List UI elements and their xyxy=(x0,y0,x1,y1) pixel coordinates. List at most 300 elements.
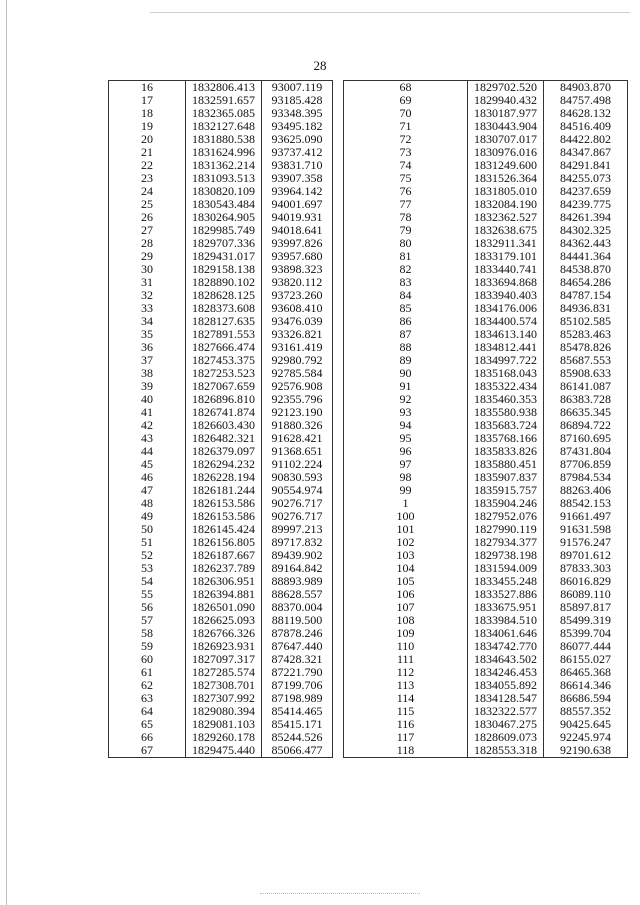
table-row xyxy=(344,731,628,744)
point-number-cell: 105 xyxy=(396,575,415,588)
table-row xyxy=(344,705,628,718)
table-row xyxy=(344,133,628,146)
table-row xyxy=(344,367,628,380)
x-coordinate-cell: 1827990.119 xyxy=(468,523,544,536)
x-coordinate-cell: 1832806.413 xyxy=(186,81,262,95)
y-coordinate-cell: 86155.027 xyxy=(544,653,628,666)
point-number-cell: 23 xyxy=(141,172,153,185)
table-row xyxy=(344,198,628,211)
x-coordinate-cell: 1828890.102 xyxy=(186,276,262,289)
x-coordinate-cell: 1827934.377 xyxy=(468,536,544,549)
point-number-cell: 110 xyxy=(396,640,415,653)
x-coordinate-cell: 1833527.886 xyxy=(468,588,544,601)
point-number-cell: 48 xyxy=(141,497,153,510)
y-coordinate-cell: 87221.790 xyxy=(262,666,333,679)
y-coordinate-cell: 85415.171 xyxy=(262,718,333,731)
y-coordinate-cell: 85102.585 xyxy=(544,315,628,328)
y-coordinate-cell: 85908.633 xyxy=(544,367,628,380)
point-number-cell: 96 xyxy=(399,445,412,458)
table-row xyxy=(109,302,333,315)
point-number-cell: 75 xyxy=(399,172,412,185)
x-coordinate-cell: 1829738.198 xyxy=(468,549,544,562)
table-row xyxy=(109,419,333,432)
table-row xyxy=(344,419,628,432)
x-coordinate-cell: 1834176.006 xyxy=(468,302,544,315)
point-number-cell: 17 xyxy=(141,94,153,107)
x-coordinate-cell: 1832084.190 xyxy=(468,198,544,211)
x-coordinate-cell: 1832362.527 xyxy=(468,211,544,224)
y-coordinate-cell: 84757.498 xyxy=(544,94,628,107)
x-coordinate-cell: 1834613.140 xyxy=(468,328,544,341)
table-row xyxy=(109,445,333,458)
y-coordinate-cell: 93161.419 xyxy=(262,341,333,354)
y-coordinate-cell: 90425.645 xyxy=(544,718,628,731)
y-coordinate-cell: 94001.697 xyxy=(262,198,333,211)
y-coordinate-cell: 89997.213 xyxy=(262,523,333,536)
y-coordinate-cell: 90276.717 xyxy=(262,510,333,523)
x-coordinate-cell: 1834643.502 xyxy=(468,653,544,666)
y-coordinate-cell: 84441.364 xyxy=(544,250,628,263)
x-coordinate-cell: 1835580.938 xyxy=(468,406,544,419)
x-coordinate-cell: 1828609.073 xyxy=(468,731,544,744)
x-coordinate-cell: 1826923.931 xyxy=(186,640,262,653)
y-coordinate-cell: 91631.598 xyxy=(544,523,628,536)
table-row xyxy=(344,302,628,315)
point-number-cell: 20 xyxy=(141,133,153,146)
point-number-cell: 106 xyxy=(396,588,415,601)
point-number-cell: 86 xyxy=(399,315,412,328)
x-coordinate-cell: 1827067.659 xyxy=(186,380,262,393)
x-coordinate-cell: 1835907.837 xyxy=(468,471,544,484)
point-number-cell: 66 xyxy=(141,731,153,744)
y-coordinate-cell: 93625.090 xyxy=(262,133,333,146)
x-coordinate-cell: 1830264.905 xyxy=(186,211,262,224)
table-row xyxy=(344,445,628,458)
point-number-cell: 87 xyxy=(399,328,412,341)
x-coordinate-cell: 1827253.523 xyxy=(186,367,262,380)
x-coordinate-cell: 1834742.770 xyxy=(468,640,544,653)
table-row xyxy=(344,276,628,289)
x-coordinate-cell: 1834246.453 xyxy=(468,666,544,679)
y-coordinate-cell: 92245.974 xyxy=(544,731,628,744)
y-coordinate-cell: 90830.593 xyxy=(262,471,333,484)
y-coordinate-cell: 86089.110 xyxy=(544,588,628,601)
point-number-cell: 37 xyxy=(141,354,153,367)
point-number-cell: 58 xyxy=(141,627,153,640)
y-coordinate-cell: 93476.039 xyxy=(262,315,333,328)
point-number-cell: 68 xyxy=(399,80,412,94)
x-coordinate-cell: 1826237.789 xyxy=(186,562,262,575)
x-coordinate-cell: 1828553.318 xyxy=(468,744,544,758)
x-coordinate-cell: 1835833.826 xyxy=(468,445,544,458)
table-row xyxy=(109,237,333,250)
table-row xyxy=(344,289,628,302)
y-coordinate-cell: 88263.406 xyxy=(544,484,628,497)
x-coordinate-cell: 1826294.232 xyxy=(186,458,262,471)
y-coordinate-cell: 84302.325 xyxy=(544,224,628,237)
point-number-cell: 32 xyxy=(141,289,153,302)
point-number-cell: 31 xyxy=(141,276,153,289)
point-number-cell: 74 xyxy=(399,159,412,172)
table-row xyxy=(344,458,628,471)
y-coordinate-cell: 84362.443 xyxy=(544,237,628,250)
x-coordinate-cell: 1826625.093 xyxy=(186,614,262,627)
table-row xyxy=(109,536,333,549)
table-row xyxy=(344,692,628,705)
x-coordinate-cell: 1826501.090 xyxy=(186,601,262,614)
point-number-cell: 90 xyxy=(399,367,412,380)
table-row xyxy=(109,120,333,133)
table-row xyxy=(109,471,333,484)
y-coordinate-cell: 85399.704 xyxy=(544,627,628,640)
point-number-cell: 80 xyxy=(399,237,412,250)
x-coordinate-cell: 1826896.810 xyxy=(186,393,262,406)
point-number-cell: 102 xyxy=(396,536,415,549)
y-coordinate-cell: 88119.500 xyxy=(262,614,333,627)
point-number-cell: 118 xyxy=(396,744,415,757)
table-row xyxy=(344,354,628,367)
table-row xyxy=(109,497,333,510)
table-row xyxy=(344,172,628,185)
x-coordinate-cell: 1827308.701 xyxy=(186,679,262,692)
table-row xyxy=(344,185,628,198)
y-coordinate-cell: 85897.817 xyxy=(544,601,628,614)
table-row xyxy=(344,211,628,224)
table-row xyxy=(344,146,628,159)
y-coordinate-cell: 84538.870 xyxy=(544,263,628,276)
table-row xyxy=(109,432,333,445)
table-row xyxy=(344,666,628,679)
y-coordinate-cell: 85283.463 xyxy=(544,328,628,341)
y-coordinate-cell: 93997.826 xyxy=(262,237,333,250)
y-coordinate-cell: 91661.497 xyxy=(544,510,628,523)
point-number-cell: 78 xyxy=(399,211,412,224)
x-coordinate-cell: 1834055.892 xyxy=(468,679,544,692)
table-row xyxy=(344,601,628,614)
table-row xyxy=(109,640,333,653)
x-coordinate-cell: 1829702.520 xyxy=(468,81,544,95)
table-row xyxy=(344,328,628,341)
table-row xyxy=(344,81,628,95)
x-coordinate-cell: 1829431.017 xyxy=(186,250,262,263)
x-coordinate-cell: 1826766.326 xyxy=(186,627,262,640)
y-coordinate-cell: 89701.612 xyxy=(544,549,628,562)
y-coordinate-cell: 92576.908 xyxy=(262,380,333,393)
x-coordinate-cell: 1828628.125 xyxy=(186,289,262,302)
point-number-cell: 16 xyxy=(141,80,153,94)
table-row xyxy=(109,224,333,237)
x-coordinate-cell: 1830543.484 xyxy=(186,198,262,211)
table-row xyxy=(109,146,333,159)
table-row xyxy=(344,523,628,536)
table-row xyxy=(109,458,333,471)
x-coordinate-cell: 1830443.904 xyxy=(468,120,544,133)
y-coordinate-cell: 93737.412 xyxy=(262,146,333,159)
x-coordinate-cell: 1828127.635 xyxy=(186,315,262,328)
x-coordinate-cell: 1830707.017 xyxy=(468,133,544,146)
y-coordinate-cell: 84787.154 xyxy=(544,289,628,302)
y-coordinate-cell: 93964.142 xyxy=(262,185,333,198)
point-number-cell: 103 xyxy=(396,549,415,562)
x-coordinate-cell: 1829158.138 xyxy=(186,263,262,276)
table-row xyxy=(109,666,333,679)
x-coordinate-cell: 1829475.440 xyxy=(186,744,262,758)
y-coordinate-cell: 91628.421 xyxy=(262,432,333,445)
y-coordinate-cell: 88893.989 xyxy=(262,575,333,588)
table-row xyxy=(344,614,628,627)
x-coordinate-cell: 1833455.248 xyxy=(468,575,544,588)
y-coordinate-cell: 93495.182 xyxy=(262,120,333,133)
table-row xyxy=(109,601,333,614)
point-number-cell: 35 xyxy=(141,328,153,341)
point-number-cell: 113 xyxy=(396,679,415,692)
table-row xyxy=(344,588,628,601)
x-coordinate-cell: 1831805.010 xyxy=(468,185,544,198)
point-number-cell: 69 xyxy=(399,94,412,107)
y-coordinate-cell: 91880.326 xyxy=(262,419,333,432)
x-coordinate-cell: 1832322.577 xyxy=(468,705,544,718)
y-coordinate-cell: 86077.444 xyxy=(544,640,628,653)
table-row xyxy=(109,575,333,588)
x-coordinate-cell: 1834400.574 xyxy=(468,315,544,328)
table-row xyxy=(109,276,333,289)
point-number-cell: 109 xyxy=(396,627,415,640)
y-coordinate-cell: 84239.775 xyxy=(544,198,628,211)
point-number-cell: 92 xyxy=(399,393,412,406)
point-number-cell: 79 xyxy=(399,224,412,237)
table-row xyxy=(109,718,333,731)
point-number-cell: 71 xyxy=(399,120,412,133)
y-coordinate-cell: 93957.680 xyxy=(262,250,333,263)
point-number-cell: 1 xyxy=(402,497,409,510)
table-row xyxy=(344,484,628,497)
table-row xyxy=(109,133,333,146)
point-number-cell: 98 xyxy=(399,471,412,484)
y-coordinate-cell: 84936.831 xyxy=(544,302,628,315)
y-coordinate-cell: 88557.352 xyxy=(544,705,628,718)
point-number-cell: 67 xyxy=(141,744,153,757)
point-number-cell: 34 xyxy=(141,315,153,328)
x-coordinate-cell: 1831624.996 xyxy=(186,146,262,159)
point-number-cell: 24 xyxy=(141,185,153,198)
x-coordinate-cell: 1829080.394 xyxy=(186,705,262,718)
point-number-cell: 47 xyxy=(141,484,153,497)
x-coordinate-cell: 1826482.321 xyxy=(186,432,262,445)
point-number-cell: 62 xyxy=(141,679,153,692)
x-coordinate-cell: 1830820.109 xyxy=(186,185,262,198)
point-number-cell: 88 xyxy=(399,341,412,354)
table-row xyxy=(109,562,333,575)
y-coordinate-cell: 84291.841 xyxy=(544,159,628,172)
point-number-cell: 53 xyxy=(141,562,153,575)
x-coordinate-cell: 1831880.538 xyxy=(186,133,262,146)
point-number-cell: 21 xyxy=(141,146,153,159)
table-row xyxy=(344,250,628,263)
point-number-cell: 36 xyxy=(141,341,153,354)
table-row xyxy=(344,627,628,640)
y-coordinate-cell: 88542.153 xyxy=(544,497,628,510)
y-coordinate-cell: 91576.247 xyxy=(544,536,628,549)
table-row xyxy=(109,185,333,198)
y-coordinate-cell: 86141.087 xyxy=(544,380,628,393)
point-number-cell: 84 xyxy=(399,289,412,302)
x-coordinate-cell: 1835915.757 xyxy=(468,484,544,497)
x-coordinate-cell: 1826181.244 xyxy=(186,484,262,497)
point-number-cell: 107 xyxy=(396,601,415,614)
coordinates-table-left xyxy=(108,80,333,758)
y-coordinate-cell: 84422.802 xyxy=(544,133,628,146)
table-row xyxy=(109,250,333,263)
y-coordinate-cell: 87199.706 xyxy=(262,679,333,692)
y-coordinate-cell: 87706.859 xyxy=(544,458,628,471)
table-row xyxy=(109,328,333,341)
table-row xyxy=(344,94,628,107)
x-coordinate-cell: 1834128.547 xyxy=(468,692,544,705)
point-number-cell: 51 xyxy=(141,536,153,549)
x-coordinate-cell: 1835168.043 xyxy=(468,367,544,380)
point-number-cell: 82 xyxy=(399,263,412,276)
y-coordinate-cell: 92785.584 xyxy=(262,367,333,380)
coordinates-table-right-body xyxy=(344,81,628,758)
y-coordinate-cell: 93723.260 xyxy=(262,289,333,302)
y-coordinate-cell: 88370.004 xyxy=(262,601,333,614)
table-row xyxy=(344,159,628,172)
point-number-cell: 26 xyxy=(141,211,153,224)
point-number-cell: 83 xyxy=(399,276,412,289)
point-number-cell: 45 xyxy=(141,458,153,471)
y-coordinate-cell: 93185.428 xyxy=(262,94,333,107)
table-row xyxy=(109,94,333,107)
point-number-cell: 114 xyxy=(396,692,415,705)
y-coordinate-cell: 90554.974 xyxy=(262,484,333,497)
table-row xyxy=(109,731,333,744)
scan-top-line xyxy=(150,12,630,13)
y-coordinate-cell: 93907.358 xyxy=(262,172,333,185)
y-coordinate-cell: 91368.651 xyxy=(262,445,333,458)
table-row xyxy=(109,367,333,380)
table-row xyxy=(109,692,333,705)
point-number-cell: 117 xyxy=(396,731,415,744)
point-number-cell: 41 xyxy=(141,406,153,419)
table-row xyxy=(344,497,628,510)
x-coordinate-cell: 1829260.178 xyxy=(186,731,262,744)
point-number-cell: 115 xyxy=(396,705,415,718)
table-row xyxy=(344,718,628,731)
y-coordinate-cell: 85066.477 xyxy=(262,744,333,758)
y-coordinate-cell: 86016.829 xyxy=(544,575,628,588)
table-row xyxy=(344,315,628,328)
table-row xyxy=(109,653,333,666)
table-row xyxy=(109,198,333,211)
point-number-cell: 72 xyxy=(399,133,412,146)
y-coordinate-cell: 92980.792 xyxy=(262,354,333,367)
x-coordinate-cell: 1835683.724 xyxy=(468,419,544,432)
x-coordinate-cell: 1831249.600 xyxy=(468,159,544,172)
table-row xyxy=(109,81,333,95)
table-row xyxy=(109,406,333,419)
point-number-cell: 39 xyxy=(141,380,153,393)
point-number-cell: 52 xyxy=(141,549,153,562)
point-number-cell: 63 xyxy=(141,692,153,705)
point-number-cell: 18 xyxy=(141,107,153,120)
point-number-cell: 104 xyxy=(396,562,415,575)
y-coordinate-cell: 85414.465 xyxy=(262,705,333,718)
x-coordinate-cell: 1826379.097 xyxy=(186,445,262,458)
table-row xyxy=(109,679,333,692)
point-number-cell: 50 xyxy=(141,523,153,536)
point-number-cell: 42 xyxy=(141,419,153,432)
y-coordinate-cell: 87198.989 xyxy=(262,692,333,705)
point-number-cell: 99 xyxy=(399,484,412,497)
table-row xyxy=(344,341,628,354)
x-coordinate-cell: 1827097.317 xyxy=(186,653,262,666)
x-coordinate-cell: 1835904.246 xyxy=(468,497,544,510)
x-coordinate-cell: 1827453.375 xyxy=(186,354,262,367)
x-coordinate-cell: 1829940.432 xyxy=(468,94,544,107)
table-row xyxy=(344,562,628,575)
point-number-cell: 55 xyxy=(141,588,153,601)
y-coordinate-cell: 84347.867 xyxy=(544,146,628,159)
point-number-cell: 30 xyxy=(141,263,153,276)
y-coordinate-cell: 85244.526 xyxy=(262,731,333,744)
point-number-cell: 116 xyxy=(396,718,415,731)
coordinates-table-left-body xyxy=(109,81,333,758)
x-coordinate-cell: 1835880.451 xyxy=(468,458,544,471)
table-row xyxy=(109,588,333,601)
table-row xyxy=(344,263,628,276)
point-number-cell: 60 xyxy=(141,653,153,666)
x-coordinate-cell: 1826394.881 xyxy=(186,588,262,601)
x-coordinate-cell: 1830187.977 xyxy=(468,107,544,120)
point-number-cell: 94 xyxy=(399,419,412,432)
x-coordinate-cell: 1828373.608 xyxy=(186,302,262,315)
table-row xyxy=(344,237,628,250)
x-coordinate-cell: 1833940.403 xyxy=(468,289,544,302)
x-coordinate-cell: 1831362.214 xyxy=(186,159,262,172)
point-number-cell: 89 xyxy=(399,354,412,367)
table-row xyxy=(109,393,333,406)
y-coordinate-cell: 86686.594 xyxy=(544,692,628,705)
y-coordinate-cell: 85499.319 xyxy=(544,614,628,627)
table-row xyxy=(344,120,628,133)
x-coordinate-cell: 1834061.646 xyxy=(468,627,544,640)
y-coordinate-cell: 87984.534 xyxy=(544,471,628,484)
y-coordinate-cell: 87833.303 xyxy=(544,562,628,575)
y-coordinate-cell: 93348.395 xyxy=(262,107,333,120)
table-row xyxy=(109,549,333,562)
point-number-cell: 70 xyxy=(399,107,412,120)
point-number-cell: 49 xyxy=(141,510,153,523)
y-coordinate-cell: 87160.695 xyxy=(544,432,628,445)
y-coordinate-cell: 85687.553 xyxy=(544,354,628,367)
point-number-cell: 95 xyxy=(399,432,412,445)
table-row xyxy=(344,679,628,692)
y-coordinate-cell: 92123.190 xyxy=(262,406,333,419)
y-coordinate-cell: 93820.112 xyxy=(262,276,333,289)
point-number-cell: 46 xyxy=(141,471,153,484)
y-coordinate-cell: 87431.804 xyxy=(544,445,628,458)
point-number-cell: 28 xyxy=(141,237,153,250)
x-coordinate-cell: 1833179.101 xyxy=(468,250,544,263)
table-row xyxy=(109,614,333,627)
point-number-cell: 33 xyxy=(141,302,153,315)
y-coordinate-cell: 84903.870 xyxy=(544,81,628,95)
point-number-cell: 22 xyxy=(141,159,153,172)
point-number-cell: 100 xyxy=(396,510,415,523)
table-row xyxy=(109,263,333,276)
table-row xyxy=(109,510,333,523)
y-coordinate-cell: 93326.821 xyxy=(262,328,333,341)
